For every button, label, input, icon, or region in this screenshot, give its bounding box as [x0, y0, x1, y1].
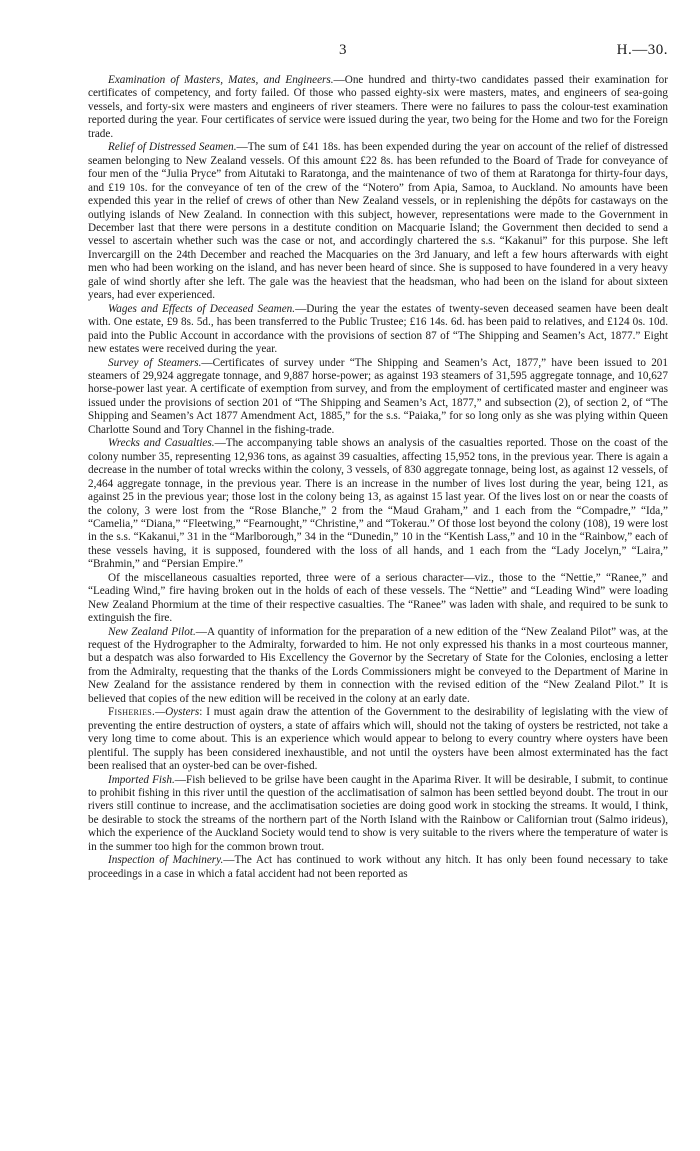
paragraph-heading: Relief of Distressed Seamen.: [108, 141, 237, 154]
document-reference: H.—30.: [616, 42, 668, 58]
body-text: [88, 74, 668, 881]
paragraph-heading: Imported Fish.: [108, 773, 175, 786]
page-header: [0, 42, 700, 64]
paragraph-survey: [88, 357, 668, 438]
paragraph-body: —Certificates of survey under “The Shipping and Seamen’s Act, 1877,” have been issued to 201 steamers of 29,924 aggregate tonnage, and 9,887 horse-power; as against 193 steamers of 31,595 aggregate tonnage, and 10,627 horse-power last year. A certificate of exemption from survey, and from the employment of certificated master and engineer was issued under the provisions of section 201 of “The Shipping and Seamen’s Act, 1877,” and subsection (2), of section 2, of “The Shipping and Seamen’s Act 1877 Amendment Act, 1885,” for the s.s. “Paiaka,” for so long only as she was plying within Queen Charlotte Sound and Tory Channel in the fishing-trade.: [88, 356, 668, 436]
paragraph-body: —The Act has continued to work without any hitch. It has only been found necessary to take proceedings in a case in which a fatal accident had not been reported as: [88, 854, 668, 880]
paragraph-examination: [88, 74, 668, 141]
paragraph-pilot: [88, 626, 668, 707]
paragraph-body: —During the year the estates of twenty-seven deceased seamen have been dealt with. One estate, £9 8s. 5d., has been transferred to the Public Trustee; £16 14s. 6d. has been paid to relatives, and £124 0s. 10d. paid into the Public Account in accordance with the provisions of section 87 of “The Shipping and Seamen’s Act, 1877.” Eight new estates were received during the year.: [88, 302, 668, 356]
paragraph-miscellaneous: [88, 572, 668, 626]
paragraph-body: —Fish believed to be grilse have been caught in the Aparima River. It will be desirable, I submit, to continue to prohibit fishing in this river until the question of the acclimatisation of salmon has been settled beyond doubt. The trout in our rivers still continue to increase, and the acclimatisation societies are doing good work in stocking the streams. It would, I think, be desirable to stock the streams of the northern part of the North Island with the Rainbow or Californian trout (Salmo irideus), which the experience of the Auckland Society would tend to show is very suitable to the rivers where the temperature of water is in the summer too high for the common brown trout.: [88, 773, 669, 853]
paragraph-body: —A quantity of information for the preparation of a new edition of the “New Zealand Pilot” was, at the request of the Hydrographer to the Admiralty, forwarded to him. He not only expressed his thanks in a most courteous manner, but a despatch was also forwarded to His Excellency the Governor by the Secretary of State for the Colonies, enclosing a letter from the Admiralty, requesting that the thanks of the Lords Commissioners might be conveyed to the Department of Marine in New Zealand for the assistance rendered by them in connection with the revised edition of the “New Zealand Pilot.” It is believed that copies of the new edition will be received in the colony at an early date.: [88, 625, 669, 705]
page-number: 3: [339, 42, 347, 58]
paragraph-fisheries: [88, 706, 668, 773]
paragraph-relief: [88, 141, 668, 302]
paragraph-machinery: [88, 854, 668, 881]
paragraph-body: Of the miscellaneous casualties reported, three were of a serious character—viz., those to the “Nettie,” “Ranee,” and “Leading Wind,” fire having broken out in the holds of each of these vessels. The “Nettie” and “Leading Wind” were loading New Zealand Phormium at the time of their respective casualties. The “Ranee” was laden with shale, and required to be sunk to extinguish the fire.: [88, 571, 668, 625]
paragraph-heading: Wrecks and Casualties.: [108, 437, 215, 450]
paragraph-body: —The accompanying table shows an analysis of the casualties reported. Those on the coast of the colony number 35, representing 12,936 tons, as against 39 casualties, affecting 15,952 tons, in the previous year. There is again a decrease in the number of total wrecks within the colony, 3 vessels, of 830 aggregate tonnage, being lost, as against 12 vessels, of 2,464 aggregate tonnage, in the previous year. There is an increase in the number of lives lost during the year, being 121, as against 25 in the previous year; those lost in the colony being 13, as against 15 last year. Of the lives lost on or near the coasts of the colony, 3 were lost from the “Rose Blanche,” 2 from the “Maud Graham,” and 1 each from the “Compadre,” “Ida,” “Camelia,” “Diana,” “Fleetwing,” “Fearnought,” “Christine,” and “Tokerau.” Of those lost beyond the colony (108), 19 were lost in the s.s. “Kakanui,” 31 in the “Marlborough,” 34 in the “Dunedin,” 10 in the “Kentish Lass,” and 10 in the “Rainbow,” each of these vessels having, it is supposed, foundered with the loss of all hands, and 1 each from the “Lady Jocelyn,” “Laira,” “Brahmin,” and “Persian Empire.”: [88, 437, 668, 571]
paragraph-wrecks: [88, 437, 668, 572]
paragraph-heading: New Zealand Pilot.: [108, 625, 196, 638]
paragraph-heading: Wages and Effects of Deceased Seamen.: [108, 302, 296, 315]
paragraph-body: —The sum of £41 18s. has been expended during the year on account of the relief of distressed seamen belonging to New Zealand vessels. Of this amount £22 8s. has been refunded to the Board of Trade for conveyance of four men of the “Julia Pryce” from Aitutaki to Raratonga, and the maintenance of two of them at Raratonga for thirty-four days, and £19 10s. for the conveyance of ten of the crew of the “Notero” from Apia, Samoa, to Auckland. No amounts have been expended this year in the relief of crews of other than New Zealand vessels, or in replenishing the dépôts for castaways on the outlying islands of New Zealand. In connection with this subject, however, representations were made to the Government in December last that there were persons in a destitute condition on Macquarie Island; the Government then decided to send a vessel to ascertain whether such was the case or not, and accordingly chartered the s.s. “Kakanui” for this purpose. She left Invercargill on the 24th December and reached the Macquaries on the 3rd January, and left a few hours afterwards with eight men who had been working on the island, and has never been heard of since. She is supposed to have foundered in a very heavy gale of wind shortly after she left. The gale was the heaviest that the headsman, who had been on the island for about sixteen years, had ever experienced.: [88, 141, 668, 302]
paragraph-body: —One hundred and thirty-two candidates passed their examination for certificates of competency, and forty failed. Of those who passed eighty-six were masters, mates, and engineers of sea-going vessels, and forty-six were masters and engineers of river steamers. There were no failures to pass the colour-test examination reported during the year. Four certificates of service were issued during the year, two being for the Home and two for the Foreign trade.: [88, 74, 668, 140]
paragraph-heading: —Oysters: [155, 706, 200, 719]
paragraph-body: : I must again draw the attention of the Government to the desirability of legislating with the view of preventing the entire destruction of oysters, a state of affairs which will, should not the taking of oysters be restricted, not take a very long time to come about. This is an experience which would appear to belong to every country where oysters have been plentiful. The supply has been considered inexhaustible, and not until the oysters have been almost exterminated has the fact been realised that an oyster-bed can be over-fished.: [88, 706, 668, 773]
section-heading: Fisheries.: [108, 706, 156, 719]
paragraph-wages: [88, 303, 668, 357]
paragraph-heading: Inspection of Machinery.: [108, 854, 224, 867]
paragraph-imported-fish: [88, 774, 668, 855]
paragraph-heading: Survey of Steamers.: [108, 356, 202, 369]
paragraph-heading: Examination of Masters, Mates, and Engineers.: [108, 74, 334, 86]
